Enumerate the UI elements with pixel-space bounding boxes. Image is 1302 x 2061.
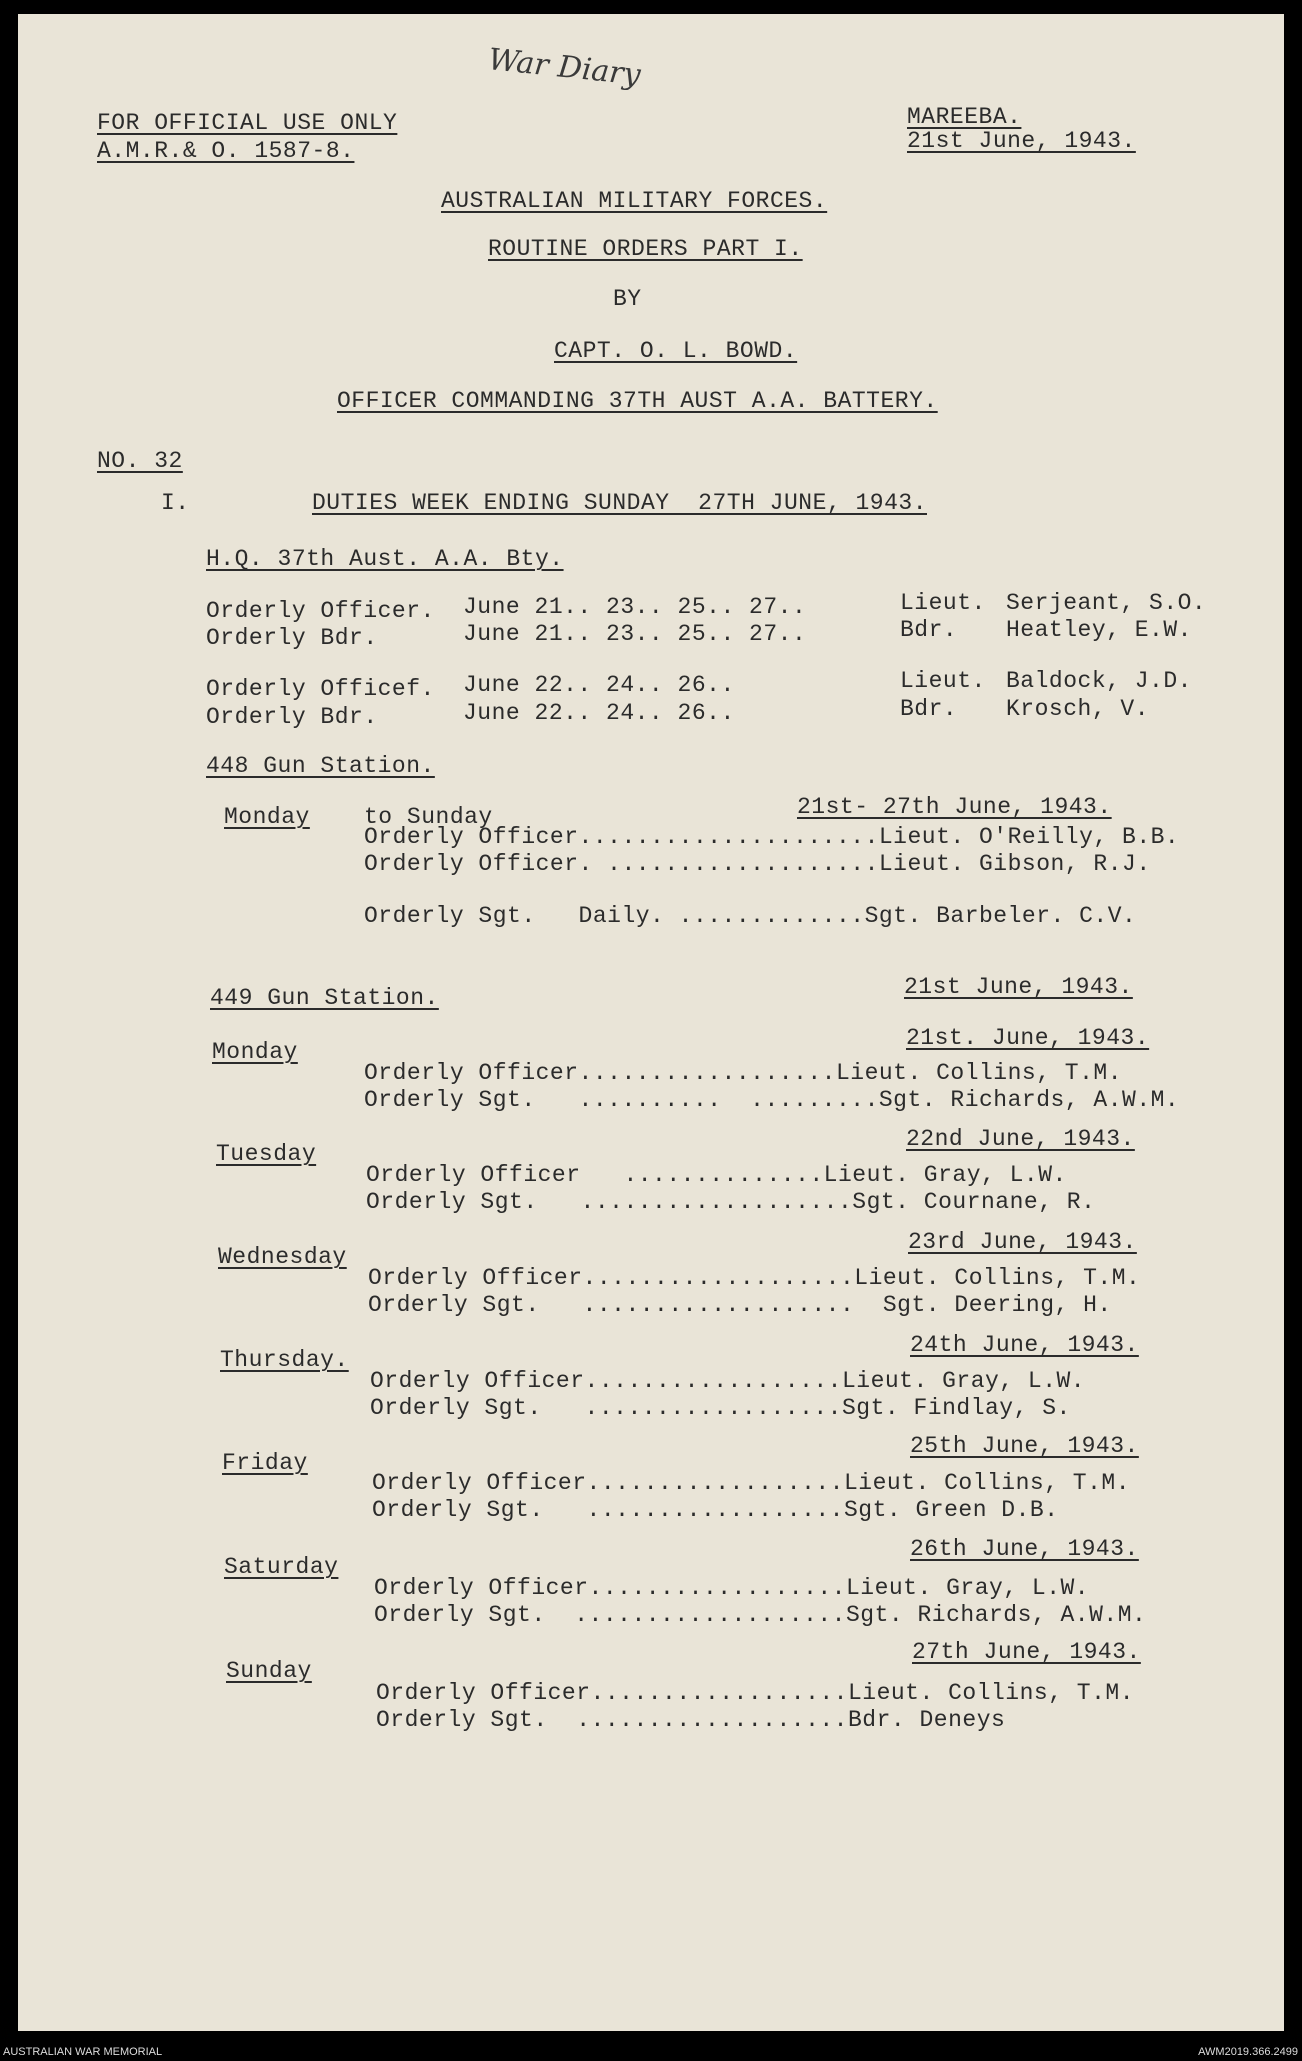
title-line-3: BY [613,286,642,312]
station-448-officer-line: Orderly Officer.....................Lieut. O'Reilly, B.B. [364,824,1180,850]
title-line-5: OFFICER COMMANDING 37TH AUST A.A. BATTERY. [337,388,938,414]
hq-name: Baldock, J.D. [1006,668,1192,694]
hq-role: Orderly Officef. [206,676,435,702]
sgt-line: Orderly Sgt. .......... .........Sgt. Richards, A.W.M. [364,1087,1180,1113]
hq-name: Serjeant, S.O. [1006,590,1207,616]
sgt-line: Orderly Sgt. ...................Sgt. Cournane, R. [366,1189,1096,1215]
hq-role: Orderly Bdr. [206,704,378,730]
hq-rank: Lieut. [900,590,986,616]
officer-line: Orderly Officer..................Lieut. Gray, L.W. [374,1575,1090,1601]
station-448-sgt-line: Orderly Sgt. Daily. .............Sgt. Barbeler. C.V. [364,903,1137,929]
hq-heading: H.Q. 37th Aust. A.A. Bty. [206,546,564,572]
station-448-day: Monday [224,804,310,830]
hq-rank: Lieut. [900,668,986,694]
title-line-4: CAPT. O. L. BOWD. [554,338,798,364]
day-date: 24th June, 1943. [910,1332,1139,1358]
officer-line: Orderly Officer..................Lieut. Gray, L.W. [370,1368,1086,1394]
sgt-line: Orderly Sgt. ..................Sgt. Findlay, S. [370,1395,1071,1421]
section-heading: DUTIES WEEK ENDING SUNDAY 27TH JUNE, 1943. [312,490,927,516]
station-448-to: to Sunday [364,804,493,830]
day-date: 27th June, 1943. [912,1639,1141,1665]
day-label: Monday [212,1039,298,1065]
hq-dates: June 21.. 23.. 25.. 27.. [463,621,807,647]
officer-line: Orderly Officer..................Lieut. Collins, T.M. [372,1470,1131,1496]
handwritten-annotation: War Diary [486,42,643,93]
station-449-date: 21st June, 1943. [904,974,1133,1000]
hq-name: Krosch, V. [1006,696,1150,722]
hq-rank: Bdr. [900,617,958,643]
day-date: 21st. June, 1943. [906,1025,1150,1051]
hq-dates: June 22.. 24.. 26.. [463,700,735,726]
day-date: 26th June, 1943. [910,1536,1139,1562]
day-label: Wednesday [218,1244,347,1270]
station-448-heading: 448 Gun Station. [206,753,435,779]
officer-line: Orderly Officer..................Lieut. Collins, T.M. [376,1680,1135,1706]
footer-institution: AUSTRALIAN WAR MEMORIAL [3,2046,163,2058]
sgt-line: Orderly Sgt. ...................Bdr. Deneys [376,1707,1006,1733]
day-date: 22nd June, 1943. [906,1126,1135,1152]
hq-name: Heatley, E.W. [1006,617,1192,643]
day-label: Thursday. [220,1347,349,1373]
reference-number: A.M.R.& O. 1587-8. [97,138,355,164]
hq-dates: June 21.. 23.. 25.. 27.. [463,594,807,620]
officer-line: Orderly Officer..................Lieut. Collins, T.M. [364,1060,1123,1086]
official-use-label: FOR OFFICIAL USE ONLY [97,110,398,136]
day-label: Saturday [224,1554,339,1580]
day-label: Friday [222,1450,308,1476]
footer-accession: AWM2019.366.2499 [1198,2046,1298,2058]
sgt-line: Orderly Sgt. ..................Sgt. Green D.B. [372,1497,1059,1523]
hq-rank: Bdr. [900,696,958,722]
place: MAREEBA. [907,104,1022,130]
station-448-officer-line: Orderly Officer. ...................Lieut. Gibson, R.J. [364,851,1151,877]
officer-line: Orderly Officer...................Lieut. Collins, T.M. [368,1265,1141,1291]
officer-line: Orderly Officer ..............Lieut. Gray, L.W. [366,1162,1067,1188]
hq-role: Orderly Officer. [206,598,435,624]
station-448-range: 21st- 27th June, 1943. [797,794,1112,820]
day-label: Tuesday [216,1141,317,1167]
day-date: 25th June, 1943. [910,1433,1139,1459]
sgt-line: Orderly Sgt. ...................Sgt. Richards, A.W.M. [374,1602,1147,1628]
header-date: 21st June, 1943. [907,128,1136,154]
sgt-line: Orderly Sgt. ................... Sgt. Deering, H. [368,1292,1112,1318]
section-number: I. [161,490,190,516]
hq-role: Orderly Bdr. [206,625,378,651]
day-label: Sunday [226,1658,312,1684]
hq-dates: June 22.. 24.. 26.. [463,672,735,698]
title-line-2: ROUTINE ORDERS PART I. [488,236,803,262]
order-number: NO. 32 [97,448,183,474]
day-date: 23rd June, 1943. [908,1229,1137,1255]
station-449-heading: 449 Gun Station. [210,985,439,1011]
title-line-1: AUSTRALIAN MILITARY FORCES. [441,188,828,214]
